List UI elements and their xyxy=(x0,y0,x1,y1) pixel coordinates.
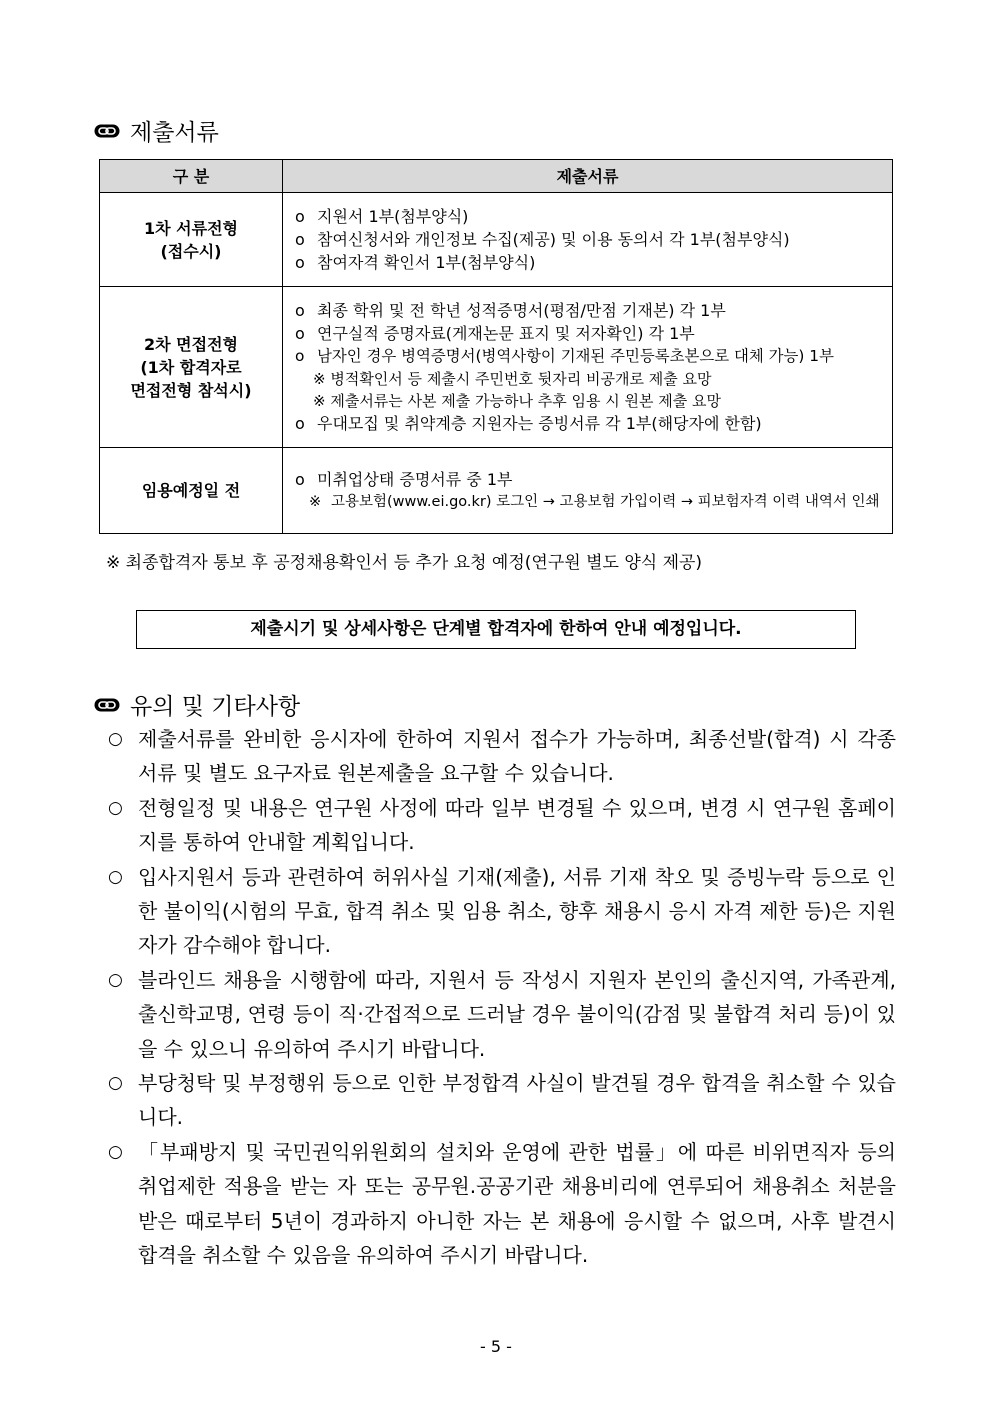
category-line: (접수시) xyxy=(160,241,222,261)
table-row xyxy=(100,287,893,448)
documents-section-heading xyxy=(94,114,219,147)
header-documents: 제출서류 xyxy=(283,160,893,193)
category-line: 1차 서류전형 xyxy=(144,218,238,238)
notes-list xyxy=(108,722,896,1273)
documents-section-title: 제출서류 xyxy=(130,120,219,146)
row-items xyxy=(283,287,893,448)
list-item: o 참여자격 확인서 1부(첨부양식) xyxy=(295,253,536,272)
sub-note: ※ 병적확인서 등 제출시 주민번호 뒷자리 비공개로 제출 요망 xyxy=(313,370,712,388)
row-category xyxy=(100,193,283,287)
list-item: o 참여신청서와 개인정보 수집(제공) 및 이용 동의서 각 1부(첨부양식) xyxy=(295,230,790,249)
notes-section-title: 유의 및 기타사항 xyxy=(130,694,301,720)
footnote-mark: ※ xyxy=(106,553,121,573)
list-item: ○ 입사지원서 등과 관련하여 허위사실 기재(제출), 서류 기재 착오 및 증빙누락 등으로 인한 불이익(시험의 무효, 합격 취소 및 임용 취소, 향후 채용시 응시 자격 제한 등)은 지원자가 감수해야 합니다. xyxy=(108,864,896,958)
list-item: o 최종 학위 및 전 학년 성적증명서(평점/만점 기재본) 각 1부 xyxy=(295,301,726,320)
footnote-text: 최종합격자 통보 후 공정채용확인서 등 추가 요청 예정(연구원 별도 양식 제공) xyxy=(125,553,703,573)
table-footnote xyxy=(106,548,702,573)
list-item: ○ 「부패방지 및 국민권익위원회의 설치와 운영에 관한 법률」에 따른 비위면직자 등의 취업제한 적용을 받는 자 또는 공무원.공공기관 채용비리에 연루되어 채용취소 처분을 받은 때로부터 5년이 경과하지 아니한 자는 본 채용에 응시할 수 없으며, 사후 발견시 합격을 취소할 수 있음을 유의하여 주시기 바랍니다. xyxy=(108,1139,896,1268)
list-item: o 지원서 1부(첨부양식) xyxy=(295,207,469,226)
link-icon xyxy=(94,124,120,138)
list-item: o 남자인 경우 병역증명서(병역사항이 기재된 주민등록초본으로 대체 가능) 1부 xyxy=(295,347,834,365)
row-category xyxy=(100,287,283,448)
row-items xyxy=(283,193,893,287)
header-category: 구 분 xyxy=(100,160,283,193)
list-item: o 우대모집 및 취약계층 지원자는 증빙서류 각 1부(해당자에 한함) xyxy=(295,414,762,433)
list-item: o 연구실적 증명자료(게재논문 표지 및 저자확인) 각 1부 xyxy=(295,324,695,343)
category-line: (1차 합격자로 xyxy=(140,357,242,377)
notice-box: 제출시기 및 상세사항은 단계별 합격자에 한하여 안내 예정입니다. xyxy=(136,610,856,649)
category-line: 면접전형 참석시) xyxy=(130,380,252,400)
table-row xyxy=(100,448,893,534)
list-item: ○ 제출서류를 완비한 응시자에 한하여 지원서 접수가 가능하며, 최종선발(합격) 시 각종 서류 및 별도 요구자료 원본제출을 요구할 수 있습니다. xyxy=(108,727,896,786)
list-item: ○ 전형일정 및 내용은 연구원 사정에 따라 일부 변경될 수 있으며, 변경 시 연구원 홈페이지를 통하여 안내할 계획입니다. xyxy=(108,795,896,855)
notes-section-heading xyxy=(94,688,300,721)
table-header-row xyxy=(100,160,893,193)
list-item: ○ 블라인드 채용을 시행함에 따라, 지원서 등 작성시 지원자 본인의 출신지역, 가족관계, 출신학교명, 연령 등이 직·간접적으로 드러날 경우 불이익(감점 및 불합격 처리 등)이 있을 수 있으니 유의하여 주시기 바랍니다. xyxy=(108,967,896,1061)
table-row xyxy=(100,193,893,287)
row-category xyxy=(100,448,283,534)
documents-table xyxy=(99,159,893,534)
sub-note: ※ 제출서류는 사본 제출 가능하나 추후 임용 시 원본 제출 요망 xyxy=(313,392,722,410)
list-item: o 미취업상태 증명서류 중 1부 xyxy=(295,470,513,489)
category-line: 2차 면접전형 xyxy=(144,334,238,354)
page-number: - 5 - xyxy=(480,1337,512,1356)
row-items xyxy=(283,448,893,534)
link-icon xyxy=(94,698,120,712)
list-item: ○ 부당청탁 및 부정행위 등으로 인한 부정합격 사실이 발견될 경우 합격을 취소할 수 있습니다. xyxy=(108,1071,896,1130)
category-line: 임용예정일 전 xyxy=(141,481,241,500)
sub-note: ※ 고용보험(www.ei.go.kr) 로그인 → 고용보험 가입이력 → 피보험자격 이력 내역서 인쇄 xyxy=(309,494,880,510)
